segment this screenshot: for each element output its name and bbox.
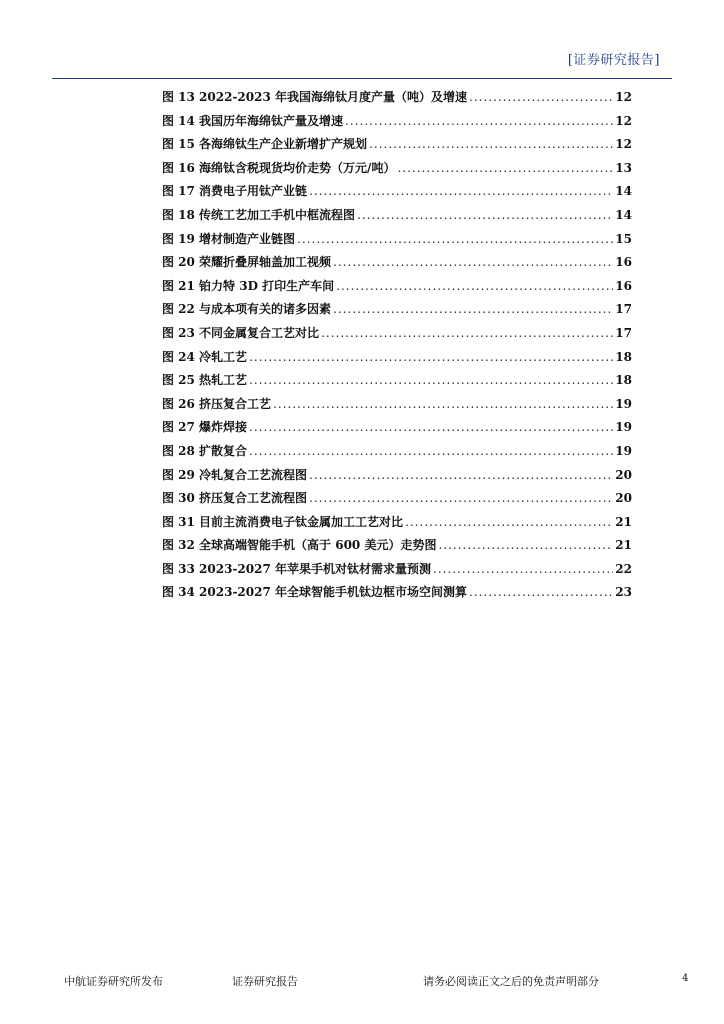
toc-leader-dots bbox=[249, 416, 613, 440]
toc-entry[interactable] bbox=[162, 228, 632, 252]
toc-leader-dots bbox=[469, 86, 613, 110]
figure-index-list bbox=[162, 86, 632, 605]
toc-entry-page: 20 bbox=[615, 467, 632, 482]
toc-leader-dots bbox=[469, 581, 613, 605]
toc-entry-page: 22 bbox=[615, 561, 632, 576]
toc-entry[interactable] bbox=[162, 204, 632, 228]
toc-leader-dots bbox=[336, 275, 613, 299]
toc-entry-page: 13 bbox=[615, 160, 632, 175]
toc-leader-dots bbox=[309, 464, 613, 488]
toc-entry[interactable] bbox=[162, 298, 632, 322]
toc-leader-dots bbox=[438, 534, 613, 558]
toc-leader-dots bbox=[249, 369, 613, 393]
toc-entry[interactable] bbox=[162, 157, 632, 181]
toc-entry-title: 图 23 不同金属复合工艺对比 bbox=[162, 325, 320, 340]
toc-entry[interactable] bbox=[162, 581, 632, 605]
toc-leader-dots bbox=[249, 346, 613, 370]
toc-leader-dots bbox=[345, 110, 613, 134]
footer-disclaimer: 请务必阅读正文之后的免责声明部分 bbox=[423, 975, 599, 988]
toc-entry-page: 17 bbox=[615, 325, 632, 340]
toc-leader-dots bbox=[357, 204, 613, 228]
toc-entry-title: 图 19 增材制造产业链图 bbox=[162, 231, 296, 246]
toc-entry-page: 14 bbox=[615, 207, 632, 222]
header-divider bbox=[52, 78, 672, 79]
toc-entry[interactable] bbox=[162, 133, 632, 157]
toc-leader-dots bbox=[333, 298, 613, 322]
toc-leader-dots bbox=[405, 511, 613, 535]
toc-entry[interactable] bbox=[162, 86, 632, 110]
toc-leader-dots bbox=[397, 157, 613, 181]
toc-entry-page: 18 bbox=[615, 373, 632, 388]
toc-entry-page: 21 bbox=[615, 538, 632, 553]
toc-entry-title: 图 21 铂力特 3D 打印生产车间 bbox=[162, 278, 335, 293]
toc-entry-title: 图 26 挤压复合工艺 bbox=[162, 396, 272, 411]
toc-entry-title: 图 24 冷轧工艺 bbox=[162, 349, 248, 364]
toc-entry[interactable] bbox=[162, 322, 632, 346]
report-type-tag: [证券研究报告] bbox=[567, 53, 660, 68]
toc-entry-title: 图 33 2023-2027 年苹果手机对钛材需求量预测 bbox=[162, 561, 432, 576]
toc-leader-dots bbox=[321, 322, 613, 346]
toc-entry-page: 17 bbox=[615, 302, 632, 317]
toc-entry[interactable] bbox=[162, 251, 632, 275]
toc-entry-title: 图 25 热轧工艺 bbox=[162, 373, 248, 388]
toc-entry[interactable] bbox=[162, 275, 632, 299]
toc-entry-title: 图 27 爆炸焊接 bbox=[162, 420, 248, 435]
toc-entry-page: 20 bbox=[615, 491, 632, 506]
toc-entry-title: 图 28 扩散复合 bbox=[162, 443, 248, 458]
toc-entry[interactable] bbox=[162, 511, 632, 535]
toc-entry-page: 19 bbox=[615, 420, 632, 435]
toc-entry-page: 15 bbox=[615, 231, 632, 246]
toc-entry-page: 16 bbox=[615, 278, 632, 293]
toc-entry[interactable] bbox=[162, 110, 632, 134]
toc-leader-dots bbox=[309, 180, 613, 204]
toc-entry[interactable] bbox=[162, 558, 632, 582]
toc-entry[interactable] bbox=[162, 534, 632, 558]
toc-leader-dots bbox=[369, 133, 613, 157]
toc-entry[interactable] bbox=[162, 346, 632, 370]
toc-entry-title: 图 13 2022-2023 年我国海绵钛月度产量（吨）及增速 bbox=[162, 90, 468, 104]
toc-entry-title: 图 29 冷轧复合工艺流程图 bbox=[162, 467, 308, 482]
toc-entry-title: 图 16 海绵钛含税现货均价走势（万元/吨） bbox=[162, 160, 396, 175]
toc-entry[interactable] bbox=[162, 180, 632, 204]
toc-entry-page: 18 bbox=[615, 349, 632, 364]
toc-entry-page: 19 bbox=[615, 443, 632, 458]
toc-leader-dots bbox=[249, 440, 613, 464]
toc-entry-title: 图 32 全球高端智能手机（高于 600 美元）走势图 bbox=[162, 538, 437, 553]
toc-leader-dots bbox=[309, 487, 613, 511]
footer-publisher: 中航证券研究所发布 bbox=[64, 975, 163, 988]
toc-entry-page: 12 bbox=[615, 113, 632, 128]
toc-entry-page: 14 bbox=[615, 184, 632, 199]
toc-leader-dots bbox=[333, 251, 613, 275]
toc-entry-page: 19 bbox=[615, 396, 632, 411]
toc-leader-dots bbox=[297, 228, 613, 252]
toc-entry-title: 图 15 各海绵钛生产企业新增扩产规划 bbox=[162, 137, 368, 152]
toc-entry[interactable] bbox=[162, 464, 632, 488]
page-number: 4 bbox=[682, 973, 689, 984]
toc-entry-title: 图 34 2023-2027 年全球智能手机钛边框市场空间测算 bbox=[162, 585, 468, 600]
toc-entry-page: 21 bbox=[615, 514, 632, 529]
toc-entry-title: 图 22 与成本项有关的诸多因素 bbox=[162, 302, 332, 317]
toc-entry-title: 图 31 目前主流消费电子钛金属加工工艺对比 bbox=[162, 514, 404, 529]
toc-leader-dots bbox=[273, 393, 613, 417]
toc-entry[interactable] bbox=[162, 393, 632, 417]
toc-entry-page: 12 bbox=[615, 137, 632, 152]
toc-entry-page: 23 bbox=[615, 585, 632, 600]
toc-entry-page: 16 bbox=[615, 255, 632, 270]
toc-entry[interactable] bbox=[162, 369, 632, 393]
toc-entry-title: 图 17 消费电子用钛产业链 bbox=[162, 184, 308, 199]
footer-doc-type: 证券研究报告 bbox=[232, 975, 298, 988]
toc-entry-title: 图 30 挤压复合工艺流程图 bbox=[162, 491, 308, 506]
page-footer bbox=[0, 973, 724, 993]
toc-entry[interactable] bbox=[162, 416, 632, 440]
toc-entry[interactable] bbox=[162, 487, 632, 511]
toc-entry-title: 图 20 荣耀折叠屏轴盖加工视频 bbox=[162, 255, 332, 270]
toc-entry-title: 图 14 我国历年海绵钛产量及增速 bbox=[162, 113, 344, 128]
toc-entry-page: 12 bbox=[615, 90, 632, 104]
toc-entry[interactable] bbox=[162, 440, 632, 464]
toc-leader-dots bbox=[433, 558, 613, 582]
toc-entry-title: 图 18 传统工艺加工手机中框流程图 bbox=[162, 207, 356, 222]
